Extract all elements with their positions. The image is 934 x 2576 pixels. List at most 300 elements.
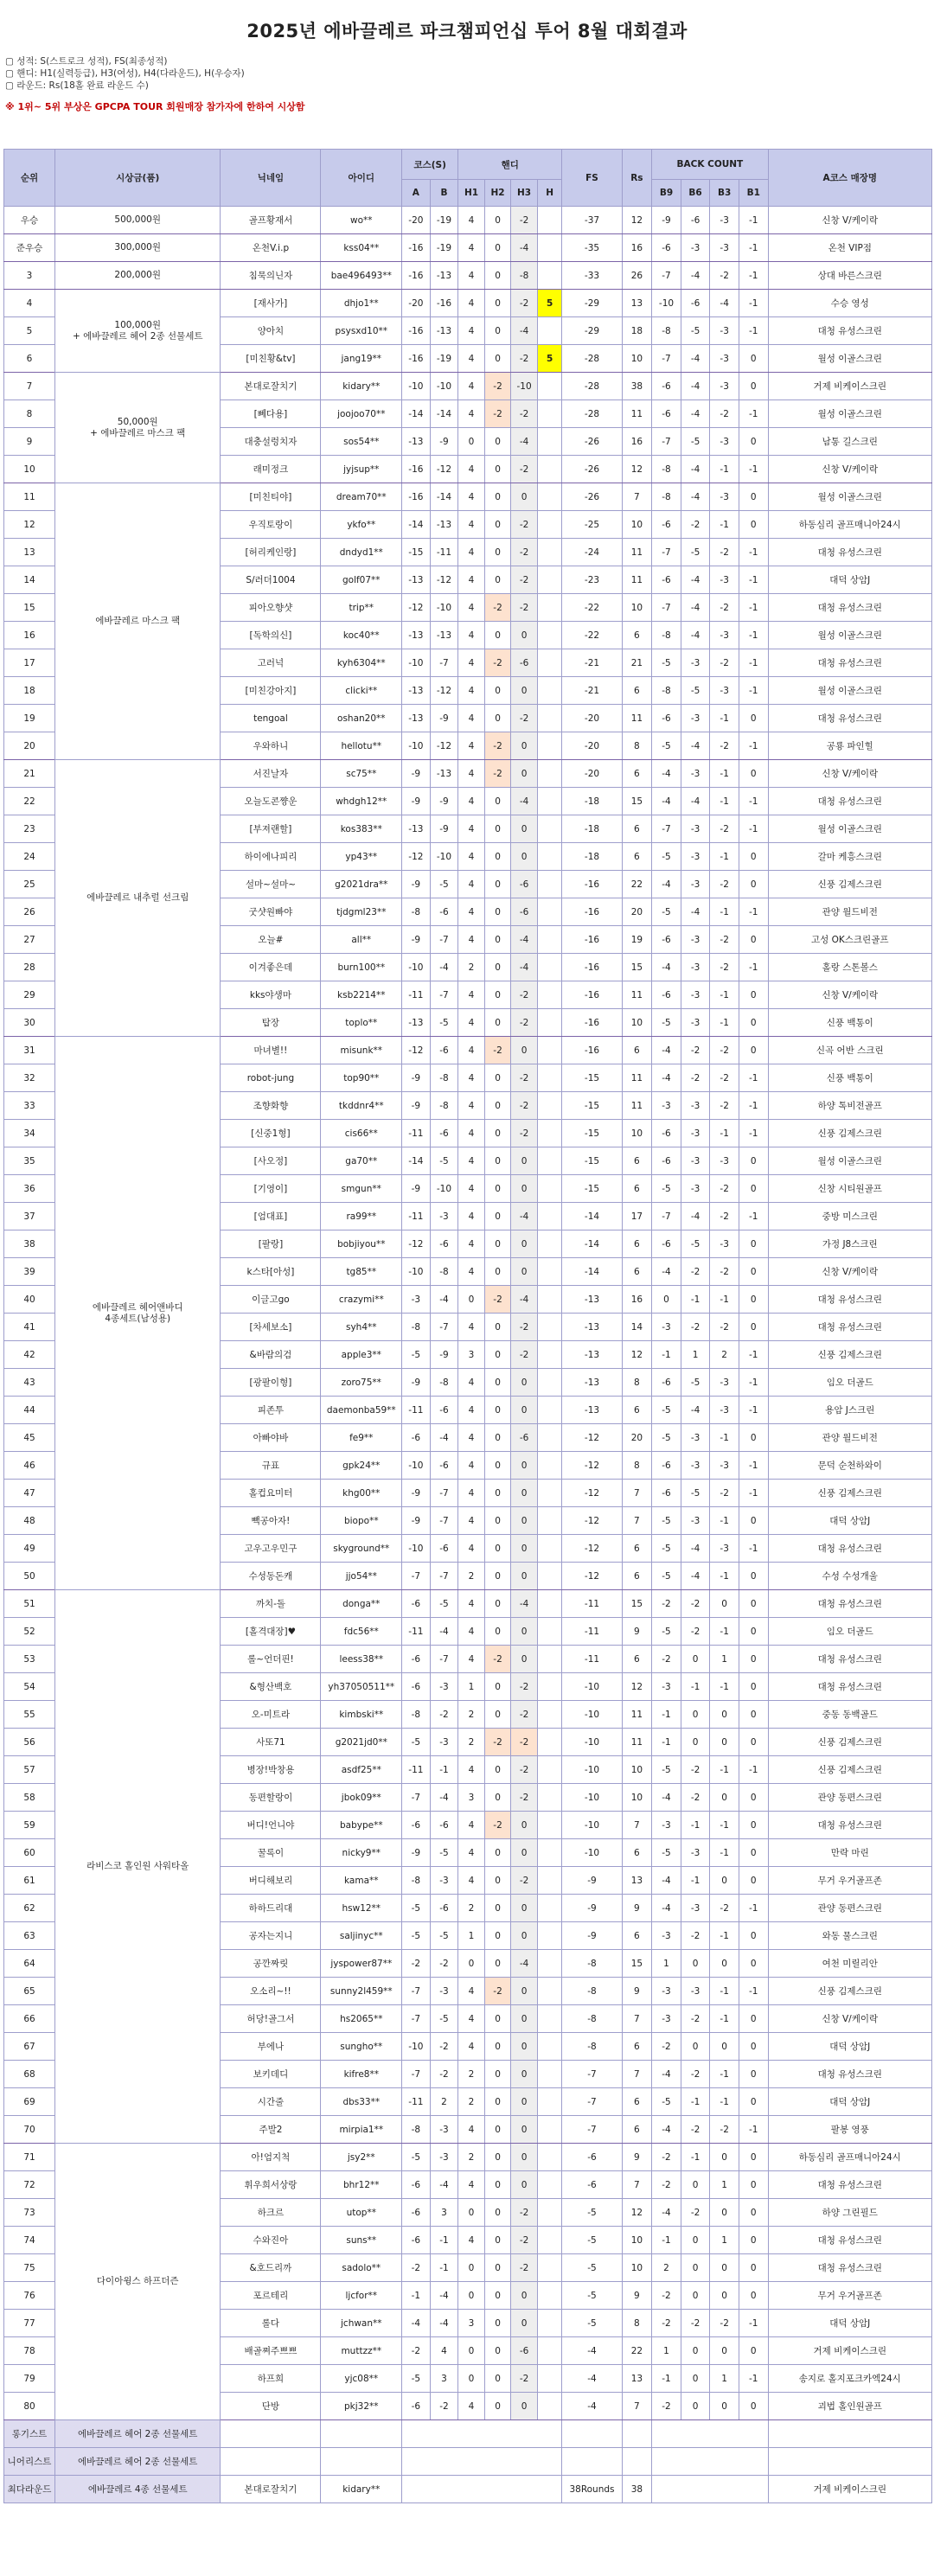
cell-b: -9 [430,788,458,815]
cell-b6: -3 [681,705,710,732]
cell-h1: 4 [458,566,485,594]
cell-h2: 0 [484,1120,511,1147]
cell-b1: 0 [739,1922,768,1950]
cell-b3: -1 [710,2005,739,2033]
cell-b9: -5 [652,1009,681,1037]
cell-rs: 7 [622,2061,652,2088]
cell-h2: 0 [484,1203,511,1230]
cell-b: -6 [430,1895,458,1922]
cell-store: 신풍 김제스크린 [768,1120,931,1147]
cell-id: whdgh12** [321,788,402,815]
cell-id: kimbski** [321,1701,402,1729]
cell-rank: 30 [4,1009,55,1037]
special-award-rs: 38 [622,2476,652,2503]
cell-a: -12 [402,843,431,871]
cell-id: wo** [321,207,402,234]
cell-b1: 0 [739,2282,768,2310]
cell-b9: -1 [652,2227,681,2254]
cell-fs: -8 [562,1978,622,2005]
cell-rank: 49 [4,1535,55,1563]
cell-b9: -3 [652,2005,681,2033]
cell-rank: 22 [4,788,55,815]
cell-fs: -16 [562,954,622,981]
cell-a: -10 [402,954,431,981]
cell-id: bhr12** [321,2171,402,2199]
cell-rank: 60 [4,1839,55,1867]
cell-h2: 0 [484,2144,511,2171]
cell-h3: -2 [511,1009,538,1037]
cell-rs: 15 [622,1950,652,1978]
cell-a: -7 [402,2061,431,2088]
cell-fs: -11 [562,1590,622,1618]
cell-b6: -2 [681,2005,710,2033]
cell-nick: [부져랜할] [221,815,321,843]
cell-b1: 0 [739,705,768,732]
cell-h2: 0 [484,705,511,732]
cell-rs: 12 [622,2199,652,2227]
cell-rs: 6 [622,1258,652,1286]
cell-h3: -6 [511,871,538,898]
cell-b: -7 [430,1480,458,1507]
cell-b: -3 [430,2144,458,2171]
cell-b1: -1 [739,400,768,428]
cell-nick: 까치-돌 [221,1590,321,1618]
cell-nick: kks야생마 [221,981,321,1009]
cell-store: 무거 우거골프존 [768,1867,931,1895]
cell-rank: 69 [4,2088,55,2116]
cell-h [537,677,562,705]
cell-b: -8 [430,1258,458,1286]
cell-h2: 0 [484,1147,511,1175]
cell-rs: 6 [622,2116,652,2144]
cell-a: -7 [402,1784,431,1812]
cell-id: ksb2214** [321,981,402,1009]
cell-fs: -15 [562,1120,622,1147]
cell-rs: 11 [622,566,652,594]
cell-b: -1 [430,2227,458,2254]
cell-rs: 11 [622,1701,652,1729]
cell-h3: 0 [511,2088,538,2116]
cell-b9: -5 [652,649,681,677]
cell-b3: 0 [710,1784,739,1812]
cell-h2: 0 [484,2116,511,2144]
cell-h3: -2 [511,1867,538,1895]
cell-b: -2 [430,2033,458,2061]
cell-h2: 0 [484,234,511,262]
cell-store: 하양 톡비전골프 [768,1092,931,1120]
cell-h [537,234,562,262]
cell-fs: -14 [562,1258,622,1286]
cell-h1: 4 [458,1203,485,1230]
cell-id: g2021jd0** [321,1729,402,1756]
cell-rs: 10 [622,345,652,373]
cell-b: -3 [430,1673,458,1701]
cell-h3: -2 [511,2365,538,2393]
cell-b6: -3 [681,760,710,788]
cell-b1: -1 [739,1756,768,1784]
cell-b9: -4 [652,1867,681,1895]
cell-rs: 6 [622,1646,652,1673]
cell-h [537,622,562,649]
cell-rs: 15 [622,1590,652,1618]
cell-b9: -5 [652,1424,681,1452]
cell-a: -8 [402,1701,431,1729]
cell-b9: -4 [652,2199,681,2227]
cell-h3: -4 [511,954,538,981]
cell-b9: -6 [652,1480,681,1507]
cell-h3: -2 [511,207,538,234]
cell-store: 가정 J8스크린 [768,1230,931,1258]
cell-b3: -4 [710,290,739,317]
cell-nick: 서진날자 [221,760,321,788]
cell-h3: 0 [511,815,538,843]
cell-rs: 20 [622,898,652,926]
cell-store: 신풍 백통이 [768,1009,931,1037]
cell-a: -2 [402,1950,431,1978]
cell-rs: 13 [622,290,652,317]
cell-store: 와동 물스크린 [768,1922,931,1950]
cell-h [537,1867,562,1895]
cell-b: -10 [430,594,458,622]
cell-b3: -3 [710,207,739,234]
cell-b6: -3 [681,649,710,677]
cell-b6: -4 [681,732,710,760]
cell-fs: -25 [562,511,622,539]
cell-a: -11 [402,2088,431,2116]
cell-store: 신창 V/케이락 [768,456,931,483]
cell-h [537,2171,562,2199]
cell-id: syh4** [321,1314,402,1341]
cell-rank: 준우승 [4,234,55,262]
cell-h3: 0 [511,1812,538,1839]
cell-fs: -29 [562,290,622,317]
cell-b1: -1 [739,898,768,926]
cell-rank: 4 [4,290,55,317]
cell-a: -6 [402,1812,431,1839]
cell-fs: -26 [562,483,622,511]
cell-b9: -7 [652,1203,681,1230]
cell-a: -13 [402,677,431,705]
cell-id: yp43** [321,843,402,871]
cell-rank: 74 [4,2227,55,2254]
cell-b1: 0 [739,1590,768,1618]
cell-b: -4 [430,1784,458,1812]
cell-rank: 13 [4,539,55,566]
cell-b: -4 [430,2171,458,2199]
cell-h3: 0 [511,2116,538,2144]
cell-store: 문덕 순천하와이 [768,1452,931,1480]
cell-h [537,1812,562,1839]
cell-b3: 0 [710,1701,739,1729]
cell-h2: 0 [484,788,511,815]
cell-id: psysxd10** [321,317,402,345]
cell-rs: 6 [622,1839,652,1867]
cell-fs: -18 [562,815,622,843]
cell-h [537,649,562,677]
cell-fs: -14 [562,1203,622,1230]
cell-b6: -3 [681,1175,710,1203]
cell-b: -19 [430,207,458,234]
cell-store: 월성 이골스크린 [768,400,931,428]
cell-id: ykfo** [321,511,402,539]
cell-a: -13 [402,566,431,594]
cell-b6: -3 [681,1120,710,1147]
cell-fs: -18 [562,788,622,815]
cell-a: -6 [402,1646,431,1673]
cell-b1: -1 [739,1092,768,1120]
cell-b3: -3 [710,234,739,262]
cell-id: bae496493** [321,262,402,290]
cell-b3: -3 [710,1397,739,1424]
cell-h [537,511,562,539]
table-row [4,290,932,317]
cell-h [537,2365,562,2393]
cell-id: hs2065** [321,2005,402,2033]
cell-b9: -3 [652,1812,681,1839]
cell-id: kidary** [321,373,402,400]
cell-b: -5 [430,1839,458,1867]
cell-id: bobjiyou** [321,1230,402,1258]
cell-h1: 4 [458,1590,485,1618]
cell-h1: 4 [458,1092,485,1120]
cell-h [537,1369,562,1397]
cell-h2: -2 [484,1978,511,2005]
cell-b: -13 [430,760,458,788]
cell-nick: 병장!박창용 [221,1756,321,1784]
cell-a: -3 [402,1286,431,1314]
cell-b6: -4 [681,456,710,483]
special-award-empty [402,2476,562,2503]
cell-b6: -2 [681,1314,710,1341]
cell-h2: 0 [484,2227,511,2254]
cell-id: pkj32** [321,2393,402,2420]
cell-h1: 4 [458,2116,485,2144]
cell-b: -4 [430,954,458,981]
cell-b: -14 [430,483,458,511]
cell-h [537,1756,562,1784]
special-award-id [321,2448,402,2476]
special-award-row [4,2420,932,2448]
cell-h1: 3 [458,1784,485,1812]
cell-fs: -28 [562,345,622,373]
cell-b6: -5 [681,1480,710,1507]
cell-fs: -9 [562,1895,622,1922]
cell-rank: 15 [4,594,55,622]
cell-h [537,2337,562,2365]
cell-h [537,954,562,981]
cell-h1: 4 [458,622,485,649]
cell-fs: -33 [562,262,622,290]
cell-b9: -1 [652,1701,681,1729]
cell-b9: -6 [652,926,681,954]
cell-nick: [광팔이형] [221,1369,321,1397]
cell-fs: -7 [562,2061,622,2088]
cell-store: 관양 동편스크린 [768,1784,931,1812]
cell-fs: -14 [562,1230,622,1258]
cell-rank: 64 [4,1950,55,1978]
cell-h1: 4 [458,2033,485,2061]
cell-nick: [기영이] [221,1175,321,1203]
cell-store: 신풍 김제스크린 [768,1978,931,2005]
cell-nick: 오늘# [221,926,321,954]
cell-h1: 4 [458,1009,485,1037]
cell-id: jsy2** [321,2144,402,2171]
cell-h [537,2227,562,2254]
cell-h [537,2061,562,2088]
cell-h2: 0 [484,1258,511,1286]
cell-id: saljinyc** [321,1922,402,1950]
cell-b: -6 [430,1037,458,1064]
cell-b3: -1 [710,1756,739,1784]
cell-store: 대청 유성스크린 [768,705,931,732]
cell-b3: -3 [710,677,739,705]
cell-rank: 24 [4,843,55,871]
cell-store: 온천 VIP점 [768,234,931,262]
cell-b3: -1 [710,1563,739,1590]
cell-h [537,2254,562,2282]
cell-fs: -28 [562,400,622,428]
cell-nick: 홀컵요미터 [221,1480,321,1507]
special-award-rs [622,2420,652,2448]
cell-b6: -2 [681,2116,710,2144]
cell-fs: -4 [562,2365,622,2393]
cell-nick: 고우고우민구 [221,1535,321,1563]
cell-id: golf07** [321,566,402,594]
cell-a: -10 [402,732,431,760]
cell-b: -9 [430,1341,458,1369]
cell-rank: 45 [4,1424,55,1452]
cell-rs: 10 [622,2227,652,2254]
cell-h1: 4 [458,1812,485,1839]
cell-rank: 57 [4,1756,55,1784]
cell-nick: 탑장 [221,1009,321,1037]
cell-store: 용암 J스크린 [768,1397,931,1424]
cell-fs: -10 [562,1784,622,1812]
cell-b9: -2 [652,1646,681,1673]
cell-h1: 3 [458,1341,485,1369]
cell-h [537,1258,562,1286]
cell-h2: 0 [484,1784,511,1812]
cell-b: -5 [430,1590,458,1618]
cell-nick: [홀격대장]♥ [221,1618,321,1646]
cell-h3: 0 [511,2310,538,2337]
cell-h [537,317,562,345]
cell-prize: 200,000원 [55,262,221,290]
cell-a: -11 [402,1203,431,1230]
cell-rank: 5 [4,317,55,345]
cell-h2: 0 [484,2282,511,2310]
cell-b3: -1 [710,705,739,732]
cell-h3: 0 [511,1507,538,1535]
cell-h1: 0 [458,428,485,456]
cell-nick: 롤~언더핀! [221,1646,321,1673]
cell-b6: -2 [681,1618,710,1646]
cell-store: 대청 유성스크린 [768,1646,931,1673]
cell-h3: 0 [511,1480,538,1507]
cell-h2: 0 [484,1314,511,1341]
cell-h [537,483,562,511]
cell-h2: 0 [484,1009,511,1037]
cell-h1: 4 [458,1507,485,1535]
cell-a: -14 [402,400,431,428]
cell-h3: 0 [511,1978,538,2005]
cell-rs: 20 [622,1424,652,1452]
cell-b: -3 [430,1978,458,2005]
cell-b3: -1 [710,1839,739,1867]
cell-rs: 18 [622,317,652,345]
col-rank: 순위 [4,150,55,207]
cell-b6: -3 [681,1895,710,1922]
cell-b9: -3 [652,1314,681,1341]
cell-fs: -12 [562,1535,622,1563]
cell-h3: -2 [511,511,538,539]
cell-nick: [독학의신] [221,622,321,649]
cell-b9: -5 [652,1175,681,1203]
cell-b6: 0 [681,2171,710,2199]
cell-h2: 0 [484,290,511,317]
cell-fs: -10 [562,1812,622,1839]
cell-h3: 0 [511,1037,538,1064]
cell-b6: -1 [681,2144,710,2171]
cell-b1: 0 [739,2033,768,2061]
cell-fs: -20 [562,705,622,732]
cell-nick: 대충설렁치자 [221,428,321,456]
cell-b6: -4 [681,1203,710,1230]
cell-prize: 50,000원 + 에바끌레르 마스크 팩 [55,373,221,483]
cell-fs: -15 [562,1064,622,1092]
cell-b: -6 [430,1812,458,1839]
cell-b9: -4 [652,2116,681,2144]
cell-nick: 버디해보리 [221,1867,321,1895]
cell-b3: 0 [710,1867,739,1895]
cell-b: -6 [430,1452,458,1480]
cell-b1: -1 [739,456,768,483]
cell-store: 신풍 김제스크린 [768,1729,931,1756]
cell-id: ljcfor** [321,2282,402,2310]
cell-b1: 0 [739,1147,768,1175]
cell-h1: 4 [458,1978,485,2005]
cell-b3: -1 [710,456,739,483]
cell-store: 신창 V/케이락 [768,207,931,234]
cell-store: 월성 이골스크린 [768,1147,931,1175]
cell-b1: 0 [739,1563,768,1590]
cell-b9: -3 [652,1922,681,1950]
cell-fs: -18 [562,843,622,871]
cell-rs: 11 [622,400,652,428]
cell-h3: 0 [511,1397,538,1424]
special-award-rs [622,2448,652,2476]
cell-h1: 4 [458,345,485,373]
cell-b: -9 [430,815,458,843]
cell-h1: 4 [458,290,485,317]
cell-b1: 0 [739,1175,768,1203]
cell-nick: 롤다 [221,2310,321,2337]
cell-id: dndyd1** [321,539,402,566]
cell-b6: -3 [681,981,710,1009]
cell-nick: 포르테리 [221,2282,321,2310]
cell-id: oshan20** [321,705,402,732]
cell-rs: 15 [622,788,652,815]
cell-b9: -6 [652,373,681,400]
cell-h [537,871,562,898]
cell-b: -5 [430,1009,458,1037]
cell-h3: -2 [511,290,538,317]
cell-store: 월성 이골스크린 [768,677,931,705]
cell-h1: 2 [458,1563,485,1590]
cell-store: 신풍 김제스크린 [768,871,931,898]
cell-b6: -2 [681,1784,710,1812]
cell-b: -8 [430,1064,458,1092]
